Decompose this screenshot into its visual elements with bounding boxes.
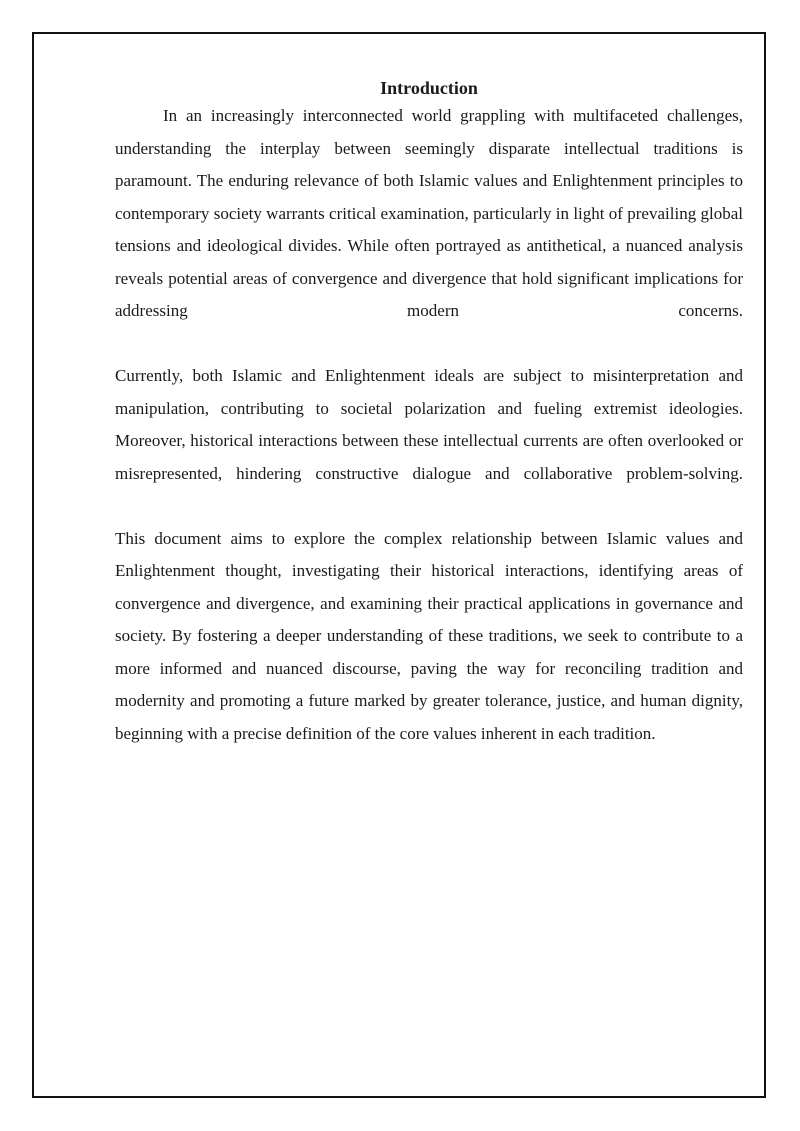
paragraph-spacer bbox=[115, 490, 743, 523]
paragraph-spacer bbox=[115, 328, 743, 361]
document-body bbox=[115, 76, 743, 750]
paragraph-1: In an increasingly interconnected world grappling with multifaceted challenges, understanding the interplay between seemingly disparate intellectual traditions is paramount. The enduring relevance of both Islamic values and Enlightenment principles to contemporary society warrants critical examination, particularly in light of prevailing global tensions and ideological divides. While often portrayed as antithetical, a nuanced analysis reveals potential areas of convergence and divergence that hold significant implications for addressing modern concerns. bbox=[115, 106, 743, 320]
paragraph-3: This document aims to explore the complex relationship between Islamic values and Enlightenment thought, investigating their historical interactions, identifying areas of convergence and divergence, and examining their practical applications in governance and society. By fostering a deeper understanding of these traditions, we seek to contribute to a more informed and nuanced discourse, paving the way for reconciling tradition and modernity and promoting a future marked by greater tolerance, justice, and human dignity, beginning with a precise definition of the core values inherent in each tradition. bbox=[115, 528, 743, 743]
paragraph-2: Currently, both Islamic and Enlightenment ideals are subject to misinterpretation and manipulation, contributing to societal polarization and fueling extremist ideologies. Moreover, historical interactions between these intellectual currents are often overlooked or misrepresented, hindering constructive dialogue and collaborative problem-solving. bbox=[115, 366, 743, 483]
document-title: Introduction bbox=[380, 78, 478, 98]
